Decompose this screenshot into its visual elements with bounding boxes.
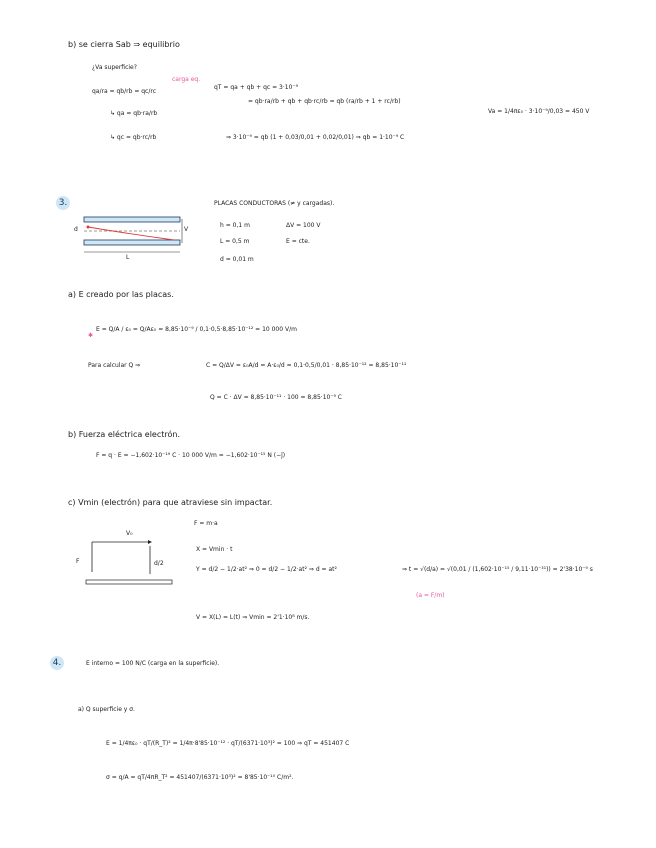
p3-e: E = cte. [286,238,310,245]
p3-c-fma: F = m·a [194,520,218,527]
p3-L: L = 0,5 m [220,238,250,245]
p4-title: E interno = 100 N/C (carga en la superficie). [86,660,220,667]
p1-carga-note: carga eq. [172,76,201,83]
p1-b-header: b) se cierra Sab ⇒ equilibrio [68,40,180,49]
p3-c-header: c) Vmin (electrón) para que atraviese sin impactar. [68,498,273,507]
p3-c-y: Y = d/2 − 1/2·at² ⇒ 0 = d/2 − 1/2·at² ⇒ d = at² [196,566,337,573]
p3-d2-label: d/2 [154,560,164,567]
p3-h: h = 0,1 m [220,222,250,229]
p3-a-star: ✱ [88,332,94,339]
p3-c-t: ⇒ t = √(d/a) = √(0,01 / (1,602·10⁻¹⁵ / 9,11·10⁻³¹)) = 2'38·10⁻⁹ s [402,566,593,573]
p3-d: d = 0,01 m [220,256,254,263]
p3-c-note: (a = F/m) [416,592,445,599]
p3-l-label: L [126,254,130,261]
p4-a-e: E = 1/4πε₀ · qT/(R_T)² = 1/4π·8'85·10⁻¹² · qT/(6371·10³)² = 100 ⇒ qT = 451407 C [106,740,350,747]
p3-title: PLACAS CONDUCTORAS (≠ y cargadas). [214,200,335,207]
p1-eq3: = qb·ra/rb + qb + qb·rc/rb = qb (ra/rb + 1 + rc/rb) [248,98,401,105]
p3-c-x: X = Vmin · t [196,546,233,553]
p3-b-header: b) Fuerza eléctrica electrón. [68,430,181,439]
p3-a-header: a) E creado por las placas. [68,290,174,299]
p1-eq2: qT = qa + qb + qc = 3·10⁻⁹ [214,84,298,91]
p3-a-para: Para calcular Q ⇒ [88,362,141,369]
p1-eq1: qa/ra = qb/rb = qc/rc [92,88,157,95]
p3-v-label: V [184,226,189,233]
plates-diagram [70,212,190,262]
p3-dv: ΔV = 100 V [286,222,321,229]
p3-v0-label: V₀ [126,530,133,537]
p1-v-question: ¿Va superficie? [92,64,137,71]
p3-a-c: C = Q/ΔV = ε₀A/d = A·ε₀/d = 0,1·0,5/0,01 · 8,85·10⁻¹² = 8,85·10⁻¹¹ [206,362,407,369]
p1-eq4: ↳ qa = qb·ra/rb [110,110,158,117]
p3-number: 3. [56,196,70,210]
p1-eq6: ⇒ 3·10⁻⁹ = qb (1 + 0,03/0,01 + 0,02/0,01) ⇒ qb = 1·10⁻⁹ C [226,134,405,141]
p3-d-label: d [74,226,78,233]
p3-a-eq: E = Q/A / ε₀ = Q/Aε₀ = 8,85·10⁻⁹ / 0,1·0,5·8,85·10⁻¹² = 10 000 V/m [96,326,297,333]
p4-a-s: σ = q/A = qT/4πR_T² = 451407/(6371·10³)² = 8'85·10⁻¹⁰ C/m². [106,774,294,781]
p3-f-label: F [76,558,80,565]
p3-a-q: Q = C · ΔV = 8,85·10⁻¹¹ · 100 = 8,85·10⁻⁹ C [210,394,342,401]
p3-b-eq: F = q · E = −1,602·10⁻¹⁹ C · 10 000 V/m = −1,602·10⁻¹⁵ N (−ĵ) [96,452,286,459]
p4-a-header: a) Q superficie y σ. [78,706,135,713]
p1-va: Va = 1/4πε₀ · 3·10⁻⁹/0,03 = 450 V [488,108,590,115]
p1-eq5: ↳ qc = qb·rc/rb [110,134,157,141]
p4-number: 4. [50,656,64,670]
p3-c-v: V = X(L) = L(t) ⇒ Vmin = 2'1·10⁸ m/s. [196,614,310,621]
